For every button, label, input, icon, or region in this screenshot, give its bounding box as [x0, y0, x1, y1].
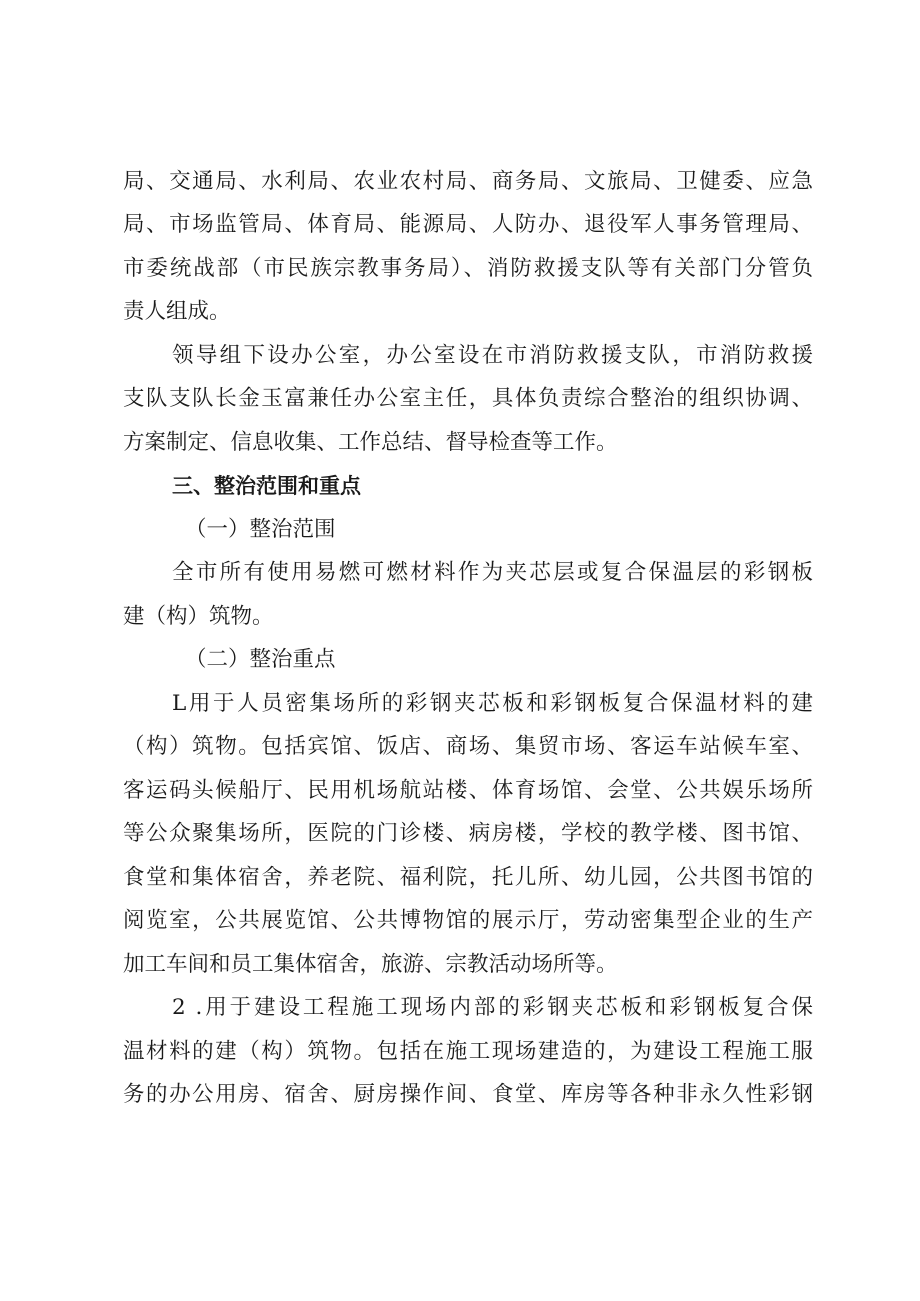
body-line: （构）筑物。包括宾馆、饭店、商场、集贸市场、客运车站候车室、 — [123, 734, 813, 759]
body-line: 责人组成。 — [123, 299, 231, 324]
body-line: 温材料的建（构）筑物。包括在施工现场建造的，为建设工程施工服 — [123, 1039, 813, 1064]
body-line: 支队支队长金玉富兼任办公室主任，具体负责综合整治的组织协调、 — [123, 386, 813, 411]
body-line: 局、交通局、水利局、农业农村局、商务局、文旅局、卫健委、应急 — [123, 169, 813, 194]
subsection-heading: （二）整治重点 — [185, 647, 336, 672]
paragraph-first-line: L用于人员密集场所的彩钢夹芯板和彩钢板复合保温材料的建 — [172, 691, 813, 716]
body-line: 加工车间和员工集体宿舍，旅游、宗教活动场所等。 — [123, 952, 618, 977]
body-line: 市委统战部（市民族宗教事务局）、消防救援支队等有关部门分管负 — [123, 256, 813, 281]
paragraph-first-line: 2 .用于建设工程施工现场内部的彩钢夹芯板和彩钢板复合保 — [172, 995, 813, 1020]
body-line: 方案制定、信息收集、工作总结、督导检查等工作。 — [123, 430, 618, 455]
body-line: 务的办公用房、宿舍、厨房操作间、食堂、库房等各种非永久性彩钢 — [123, 1082, 813, 1107]
paragraph-first-line: 领导组下设办公室，办公室设在市消防救援支队，市消防救援 — [172, 343, 813, 368]
body-line: 阅览室，公共展览馆、公共博物馆的展示厅，劳动密集型企业的生产 — [123, 908, 813, 933]
section-heading: 三、整治范围和重点 — [172, 474, 361, 498]
subsection-heading: （一）整治范围 — [185, 517, 336, 542]
body-line: 等公众聚集场所，医院的门诊楼、病房楼，学校的教学楼、图书馆、 — [123, 821, 813, 846]
body-line: 客运码头候船厅、民用机场航站楼、体育场馆、会堂、公共娱乐场所 — [123, 778, 813, 803]
body-line: 局、市场监管局、体育局、能源局、人防办、退役军人事务管理局、 — [123, 212, 813, 237]
paragraph-first-line: 全市所有使用易燃可燃材料作为夹芯层或复合保温层的彩钢板 — [172, 560, 813, 585]
body-line: 食堂和集体宿舍，养老院、福利院，托儿所、幼儿园，公共图书馆的 — [123, 865, 813, 890]
body-line: 建（构）筑物。 — [123, 604, 274, 629]
